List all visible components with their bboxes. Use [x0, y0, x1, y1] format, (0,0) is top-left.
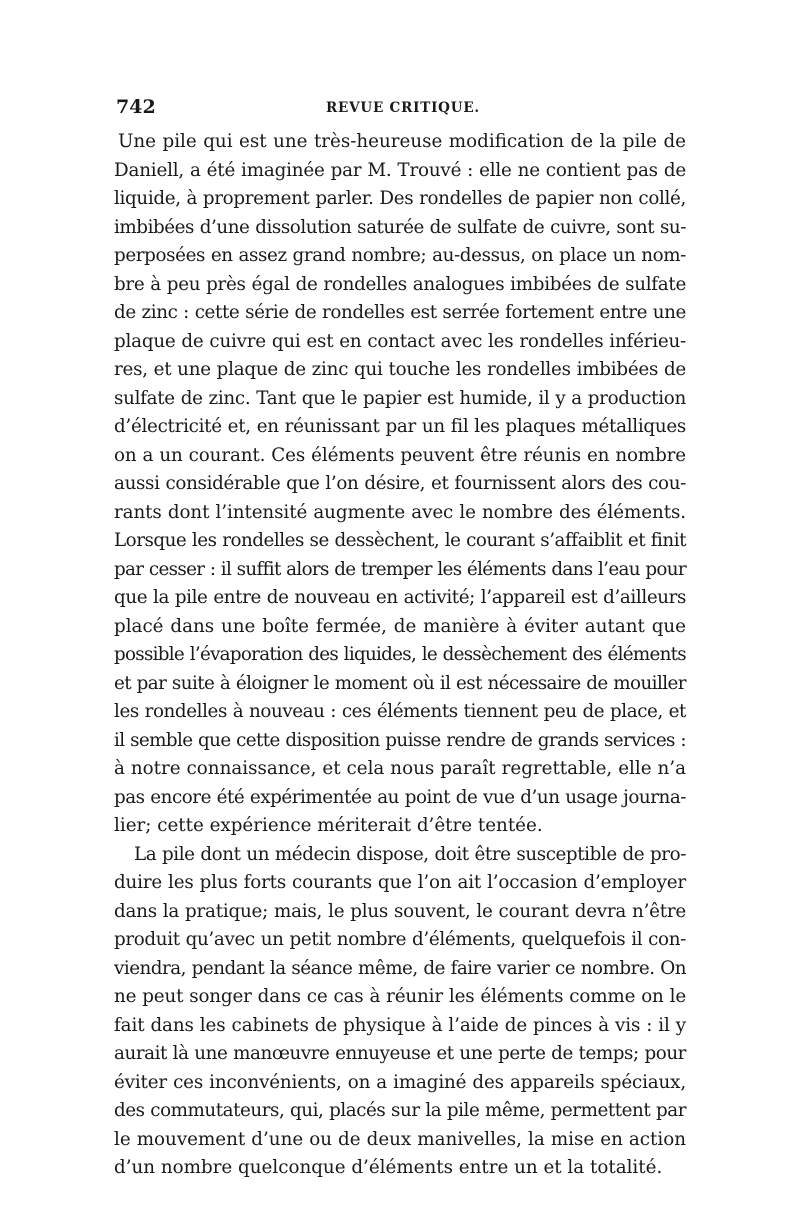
text-line: par cesser : il suffit alors de tremper les éléments dans l’eau pour	[114, 558, 686, 580]
text-line: éviter ces inconvénients, on a imaginé des appareils spéciaux,	[114, 1071, 686, 1093]
text-line: les rondelles à nouveau : ces éléments tiennent peu de place, et	[114, 701, 686, 722]
body-text	[114, 128, 686, 1183]
page-number: 742	[116, 96, 156, 118]
paragraph-2	[114, 841, 686, 1183]
text-line: rants dont l’intensité augmente avec le nombre des éléments.	[114, 501, 686, 523]
text-line: perposées en assez grand nombre; au-dessus, on place un nom-	[114, 245, 686, 266]
text-line: produit qu’avec un petit nombre d’éléments, quelquefois il con-	[114, 929, 686, 950]
text-line: pas encore été expérimentée au point de vue d’un usage journa-	[114, 786, 686, 808]
text-line: Daniell, a été imaginée par M. Trouvé : elle ne contient pas de	[114, 159, 686, 181]
text-line: Lorsque les rondelles se dessèchent, le courant s’affaiblit et finit	[114, 530, 686, 551]
text-line: d’électricité et, en réunissant par un fil les plaques métalliques	[114, 416, 686, 437]
text-line: aussi considérable que l’on désire, et fournissent alors des cou-	[114, 473, 686, 494]
text-line: lier; cette expérience mériterait d’être tentée.	[114, 815, 543, 836]
text-line: duire les plus forts courants que l’on ait l’occasion d’employer	[114, 872, 686, 893]
text-line: plaque de cuivre qui est en contact avec les rondelles inférieu-	[114, 330, 686, 352]
text-line: viendra, pendant la séance même, de faire varier ce nombre. On	[114, 957, 686, 979]
text-line: le mouvement d’une ou de deux manivelles, la mise en action	[114, 1128, 686, 1150]
text-line: il semble que cette disposition puisse rendre de grands services :	[114, 729, 686, 751]
text-line: que la pile entre de nouveau en activité; l’appareil est d’ailleurs	[114, 587, 686, 608]
running-head	[116, 96, 686, 122]
text-line: placé dans une boîte fermée, de manière à éviter autant que	[114, 615, 686, 637]
text-line: res, et une plaque de zinc qui touche les rondelles imbibées de	[114, 359, 686, 380]
text-line: sulfate de zinc. Tant que le papier est humide, il y a production	[114, 387, 686, 409]
text-line: liquide, à proprement parler. Des rondelles de papier non collé,	[114, 188, 686, 209]
text-line: La pile dont un médecin dispose, doit être susceptible de pro-	[134, 843, 686, 865]
text-line: à notre connaissance, et cela nous paraît regrettable, elle n’a	[114, 758, 686, 779]
text-line: des commutateurs, qui, placés sur la pile même, permettent par	[114, 1100, 686, 1121]
text-line: dans la pratique; mais, le plus souvent, le courant devra n’être	[114, 900, 686, 922]
text-line: possible l’évaporation des liquides, le dessèchement des éléments	[114, 644, 686, 665]
text-line: Une pile qui est une très-heureuse modification de la pile de	[118, 131, 686, 152]
text-line: ne peut songer dans ce cas à réunir les éléments comme on le	[114, 986, 686, 1007]
text-line: imbibées d’une dissolution saturée de sulfate de cuivre, sont su-	[114, 216, 686, 238]
text-line: de zinc : cette série de rondelles est serrée fortement entre une	[114, 302, 686, 323]
text-line: bre à peu près égal de rondelles analogues imbibées de sulfate	[114, 273, 686, 295]
running-title: REVUE CRITIQUE.	[326, 100, 480, 116]
paragraph-1	[114, 128, 686, 841]
text-line: on a un courant. Ces éléments peuvent être réunis en nombre	[114, 444, 686, 466]
text-line: fait dans les cabinets de physique à l’aide de pinces à vis : il y	[114, 1014, 686, 1036]
text-line: aurait là une manœuvre ennuyeuse et une perte de temps; pour	[114, 1043, 686, 1064]
text-line: et par suite à éloigner le moment où il est nécessaire de mouiller	[114, 672, 686, 694]
text-line: d’un nombre quelconque d’éléments entre un et la totalité.	[114, 1157, 663, 1178]
